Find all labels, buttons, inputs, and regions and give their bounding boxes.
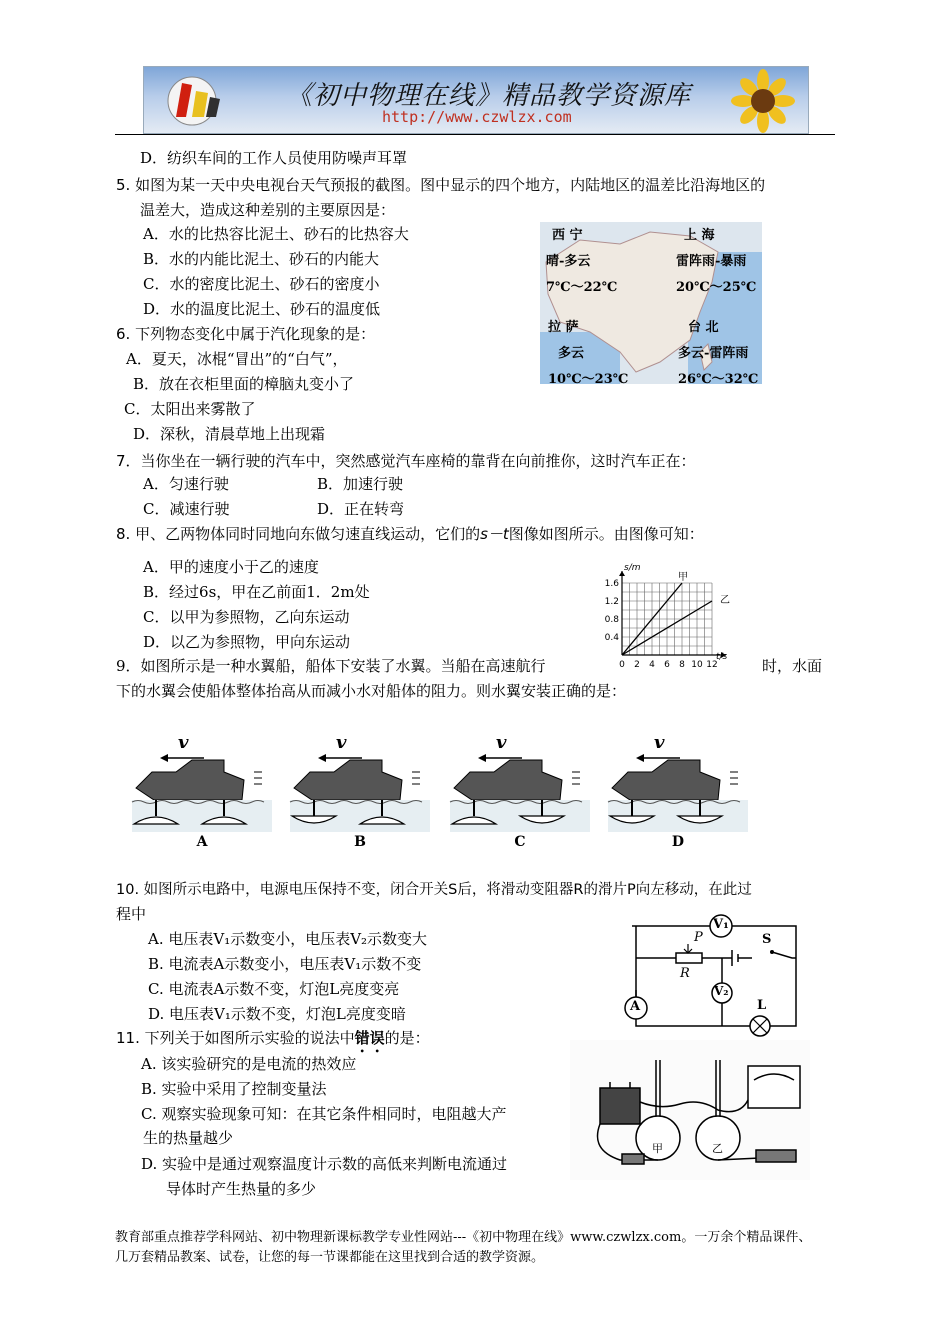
motion-lines: [412, 772, 420, 784]
header-rule: [115, 134, 835, 135]
q5-option-d: D．水的温度比泥土、砂石的温度低: [143, 300, 381, 318]
circuit-p-label: P: [694, 930, 703, 945]
water: [132, 800, 272, 832]
q11-stem-a: 11. 下列关于如图所示实验的说法中: [116, 1029, 355, 1047]
velocity-label: v: [178, 732, 189, 753]
velocity-arrowhead: [318, 754, 326, 762]
velocity-arrowhead: [478, 754, 486, 762]
q6-stem: 6. 下列物态变化中属于汽化现象的是：: [116, 325, 376, 343]
option-label: A: [196, 834, 208, 850]
x-tick-label: 6: [664, 660, 670, 670]
q8-option-c: C．以甲为参照物，乙向东运动: [143, 608, 350, 626]
q8-stem-var: s－t: [480, 525, 509, 543]
circuit-a-label: A: [630, 999, 641, 1014]
flask-label-jia: 甲: [652, 1142, 663, 1155]
y-axis-label: s/m: [624, 563, 641, 573]
x-tick-label: 0: [619, 660, 625, 670]
circuit-svg: [622, 912, 802, 1040]
circuit-v2-label: V₂: [714, 984, 729, 998]
velocity-label: v: [336, 732, 347, 753]
q5-option-a: A．水的比热容比泥土、砂石的比热容大: [143, 225, 409, 243]
boat-hull: [454, 760, 562, 800]
map-lasa-name: 拉 萨: [548, 320, 579, 335]
circuit-v1-label: V₁: [713, 917, 729, 932]
q6-option-c: C．太阳出来雾散了: [124, 400, 256, 418]
circuit-l-label: L: [757, 998, 767, 1013]
q5-option-c: C．水的密度比泥土、砂石的密度小: [143, 275, 380, 293]
map-taibei-temp: 26℃～32℃: [678, 372, 759, 387]
weather-map: [540, 222, 762, 387]
joule-experiment-figure: [570, 1040, 810, 1180]
motion-lines: [730, 772, 738, 784]
velocity-label: v: [654, 732, 665, 753]
motion-lines: [254, 772, 262, 784]
q5-stem-line2: 温差大，造成这种差别的主要原因是：: [140, 201, 396, 219]
q6-option-a: A．夏天，冰棍“冒出”的“白气”，: [126, 350, 348, 368]
map-xining-weather: 晴-多云: [546, 254, 591, 269]
circuit-r-label: R: [680, 966, 690, 981]
x-tick-label: 2: [634, 660, 640, 670]
map-xining-temp: 7℃～22℃: [546, 280, 618, 295]
q11-stem-emph: 错误: [354, 1029, 385, 1047]
map-taibei-weather: 多云-雷阵雨: [678, 346, 749, 361]
st-chart-svg: [592, 560, 752, 672]
option-label: B: [354, 834, 366, 850]
q6-option-b: B．放在衣柜里面的樟脑丸变小了: [133, 375, 355, 393]
q9-stem-line1-b: 时，水面: [762, 657, 823, 675]
header-banner: [143, 66, 809, 134]
map-lasa-temp: 10℃～23℃: [548, 372, 629, 387]
q5-stem-line1: 5. 如图为某一天中央电视台天气预报的截图。图中显示的四个地方，内陆地区的温差比沿海地区的: [116, 176, 766, 194]
q11-option-c: C. 观察实验现象可知：在其它条件相同时，电阻越大产: [141, 1105, 507, 1123]
x-tick-label: 12: [706, 660, 718, 670]
hydrofoil-c: [450, 732, 590, 850]
motion-lines: [572, 772, 580, 784]
map-shanghai-weather: 雷阵雨-暴雨: [676, 254, 747, 269]
q7-option-d: D．正在转弯: [317, 500, 405, 518]
banner-url[interactable]: http://www.czwlzx.com: [382, 108, 572, 126]
experiment-svg: [570, 1040, 810, 1180]
y-tick-label: 1.6: [604, 579, 619, 589]
y-tick-label: 0.8: [604, 615, 619, 625]
q11-option-d: D. 实验中是通过观察温度计示数的高低来判断电流通过: [141, 1155, 508, 1173]
boat-hull: [294, 760, 402, 800]
map-taibei-name: 台 北: [688, 320, 719, 335]
q10-option-b: B. 电流表A示数变小，电压表V₁示数不变: [148, 955, 422, 973]
q9-stem-line2: 下的水翼会使船体整体抬高从而减小水对船体的阻力。则水翼安装正确的是：: [116, 682, 627, 700]
sunflower-icon: [720, 69, 806, 133]
y-tick-label: 1.2: [604, 597, 619, 607]
q8-option-b: B．经过6s，甲在乙前面1．2m处: [143, 583, 370, 601]
q9-stem-line1-a: 9．如图所示是一种水翼船，船体下安装了水翼。当船在高速航行: [116, 657, 546, 675]
q11-stem: [116, 1028, 430, 1056]
q10-option-c: C. 电流表A示数不变，灯泡L亮度变亮: [148, 980, 400, 998]
boat-hull: [136, 760, 244, 800]
banner-title: 《初中物理在线》精品教学资源库: [286, 81, 692, 111]
q11-option-b: B. 实验中采用了控制变量法: [141, 1080, 327, 1098]
q10-option-d: D. 电压表V₁示数不变，灯泡L亮度变暗: [148, 1005, 406, 1023]
q4-option-d: D．纺织车间的工作人员使用防噪声耳罩: [140, 149, 408, 167]
series-label-yi: 乙: [720, 595, 730, 606]
q10-stem-line1: 10. 如图所示电路中，电源电压保持不变，闭合开关S后，将滑动变阻器R的滑片P向左移动，在此过: [116, 882, 752, 898]
q7-option-c: C．减速行驶: [143, 500, 230, 518]
site-logo: [152, 71, 242, 129]
q8-stem-a: 8. 甲、乙两物体同时同地向东做匀速直线运动，它们的: [116, 525, 481, 543]
q7-option-b: B．加速行驶: [317, 475, 404, 493]
footer-line2: 几万套精品教案、试卷，让您的每一节课都能在这里找到合适的教学资源。: [115, 1250, 545, 1265]
q11-option-a: A. 该实验研究的是电流的热效应: [141, 1055, 357, 1073]
q8-option-d: D．以乙为参照物，甲向东运动: [143, 633, 351, 651]
option-label: D: [671, 834, 685, 850]
velocity-arrowhead: [160, 754, 168, 762]
q11-stem-b: 的是：: [384, 1029, 430, 1047]
circuit-diagram: [622, 912, 802, 1040]
circuit-s-label: S: [762, 932, 772, 947]
x-tick-label: 8: [679, 660, 685, 670]
velocity-arrowhead: [636, 754, 644, 762]
q5-option-b: B．水的内能比泥土、砂石的内能大: [143, 250, 380, 268]
x-axis-label: t/s: [716, 652, 728, 662]
flask-label-yi: 乙: [712, 1142, 723, 1155]
q11-option-c-cont: 生的热量越少: [143, 1129, 234, 1147]
q7-stem: 7．当你坐在一辆行驶的汽车中，突然感觉汽车座椅的靠背在向前推你，这时汽车正在：: [116, 452, 696, 470]
hydrofoil-b: [290, 732, 430, 850]
boat-hull: [612, 760, 720, 800]
hydrofoil-a: [132, 732, 272, 850]
x-tick-label: 10: [691, 660, 703, 670]
q11-option-d-cont: 导体时产生热量的多少: [166, 1180, 317, 1198]
footer-line1: 教育部重点推荐学科网站、初中物理新课标教学专业性网站---《初中物理在线》www.czwlzx.com。一万余个精品课件、: [115, 1230, 812, 1245]
q10-option-a: A. 电压表V₁示数变小，电压表V₂示数变大: [148, 930, 428, 948]
option-label: C: [514, 834, 526, 850]
map-shanghai-temp: 20℃～25℃: [676, 280, 757, 295]
q8-stem: [116, 524, 704, 544]
map-xining-name: 西 宁: [552, 228, 583, 243]
q8-option-a: A．甲的速度小于乙的速度: [143, 558, 319, 576]
velocity-label: v: [496, 732, 507, 753]
hydrofoil-figures: [128, 732, 748, 860]
q10-stem-line2: 程中: [116, 905, 147, 923]
y-tick-label: 0.4: [604, 633, 619, 643]
q8-stem-b: 图像如图所示。由图像可知：: [508, 525, 704, 543]
series-label-jia: 甲: [678, 572, 688, 583]
hydrofoil-d: [608, 732, 748, 850]
map-shanghai-name: 上 海: [684, 228, 715, 243]
q7-option-a: A．匀速行驶: [143, 475, 229, 493]
map-lasa-weather: 多云: [558, 346, 585, 361]
x-tick-label: 4: [649, 660, 655, 670]
q6-option-d: D．深秋，清晨草地上出现霜: [133, 425, 326, 443]
st-chart: [592, 560, 752, 672]
hydrofoil-svg: [128, 732, 748, 860]
